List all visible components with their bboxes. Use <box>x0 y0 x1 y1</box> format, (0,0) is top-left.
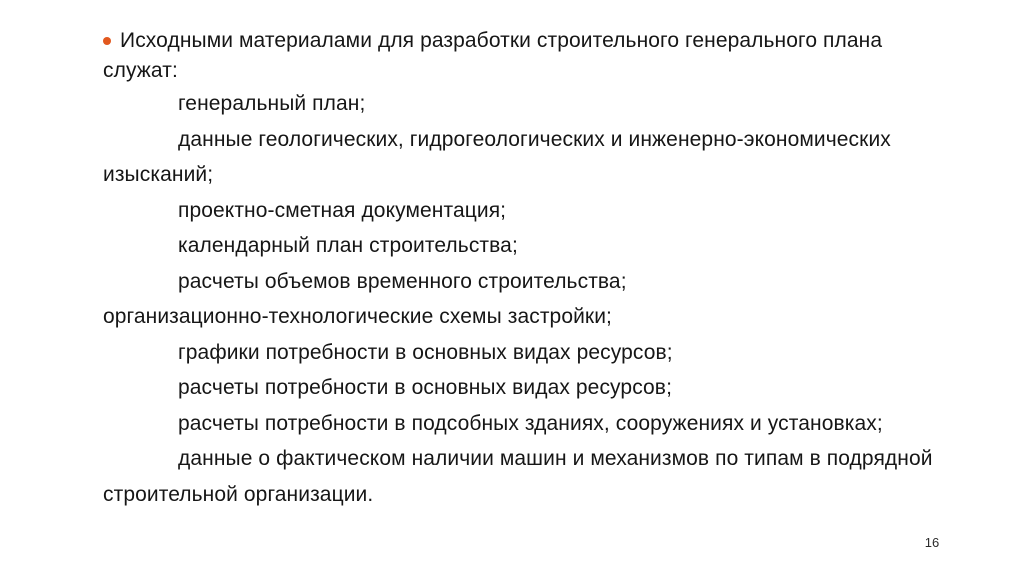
text-line <box>103 26 963 56</box>
text-line <box>103 56 963 86</box>
text-line <box>103 86 963 122</box>
text-line-label: расчеты потребности в подсобных зданиях, сооружениях и установках; <box>178 411 883 435</box>
text-line <box>103 157 963 193</box>
slide-text-block <box>103 26 963 512</box>
text-line-label: расчеты объемов временного строительства; <box>178 269 627 293</box>
text-line-label: изысканий; <box>103 163 214 186</box>
text-line-label: графики потребности в основных видах ресурсов; <box>178 340 673 364</box>
text-line <box>103 406 963 442</box>
text-line <box>103 441 963 477</box>
text-line-label: организационно-технологические схемы застройки; <box>103 305 612 328</box>
text-line-label: календарный план строительства; <box>178 234 518 257</box>
text-line-label: строительной организации. <box>103 482 374 506</box>
text-line <box>103 193 963 229</box>
text-line-label: проектно-сметная документация; <box>178 198 507 222</box>
text-line <box>103 299 963 335</box>
text-line <box>103 122 963 158</box>
text-line <box>103 477 963 513</box>
text-line <box>103 264 963 300</box>
page-number: 16 <box>924 535 940 550</box>
text-line <box>103 370 963 406</box>
text-line-label: данные геологических, гидрогеологических и инженерно-экономических <box>178 127 891 151</box>
text-line <box>103 335 963 371</box>
text-line-label: служат: <box>103 59 178 82</box>
text-line-label: данные о фактическом наличии машин и механизмов по типам в подрядной <box>178 447 933 470</box>
text-line-label: Исходными материалами для разработки строительного генерального плана <box>120 29 883 52</box>
text-line <box>103 228 963 264</box>
bullet-icon <box>103 37 111 45</box>
text-line-label: генеральный план; <box>178 92 366 115</box>
text-line-label: расчеты потребности в основных видах ресурсов; <box>178 376 672 399</box>
